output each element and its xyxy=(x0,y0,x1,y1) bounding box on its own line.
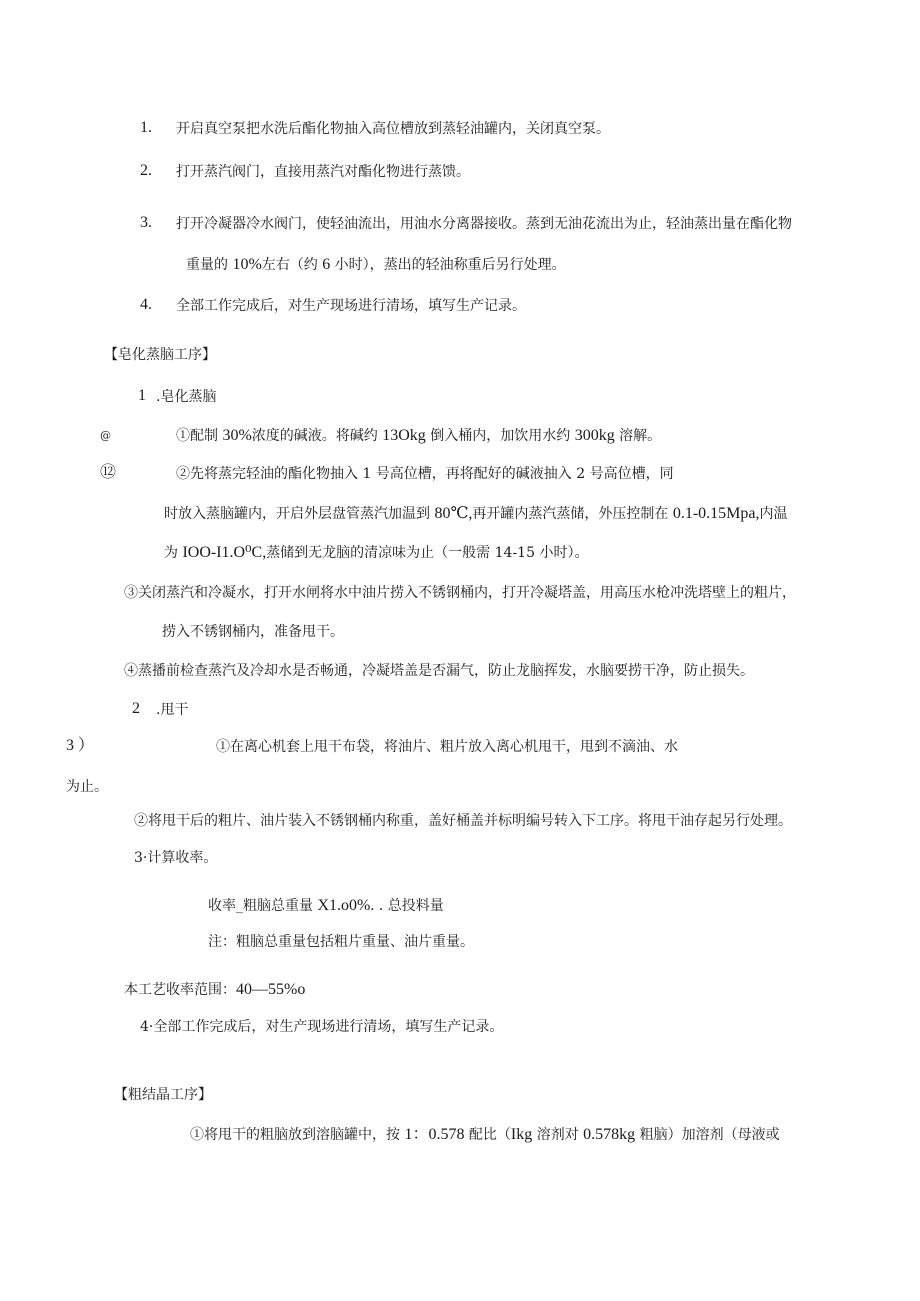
item-1-water-kg: 300kg xyxy=(574,427,615,444)
saponify-item-3-line1: ③关闭蒸汽和冷凝水，打开水闸将水中油片捞入不锈钢桶内，打开冷凝塔盖，用高压水枪冲洗塔壁上的粗片， xyxy=(124,585,796,601)
step-3-continuation xyxy=(186,257,566,273)
cryst-suffix: 粗脑）加溶剂（母液或 xyxy=(635,1127,780,1143)
formula-suffix: . 总投料量 xyxy=(374,898,444,914)
step-3-hours: 6 xyxy=(322,256,331,273)
saponify-item-3-line2: 捞入不锈钢桶内，准备甩干。 xyxy=(162,624,344,640)
spin-item-2: ②将甩干后的粗片、油片装入不锈钢桶内称重，盖好桶盖并标明编号转入下工序。将甩干油存起另行处理。 xyxy=(134,813,792,829)
saponify-item-2-line2 xyxy=(164,506,787,522)
item-2-pressure-prefix: 再开罐内蒸汽蒸储，外压控制在 xyxy=(472,506,673,522)
item-2-heat-prefix: 时放入蒸脑罐内，开启外层盘管蒸汽加温到 xyxy=(164,506,435,522)
item-2-line3-prefix: 为 xyxy=(164,545,183,561)
item-1-suffix: 溶解。 xyxy=(614,428,662,444)
cryst-item-1 xyxy=(190,1127,780,1143)
margin-mark-3: 3 ） xyxy=(66,737,95,754)
spin-item-1-line1: ①在离心机套上甩干布袋，将油片、粗片放入离心机甩干，甩到不滴油、水 xyxy=(216,739,678,755)
step-3-number: 3. xyxy=(140,214,152,231)
yield-formula xyxy=(208,898,444,914)
formula-prefix: 收率_粗脑总重量 xyxy=(208,898,318,914)
saponify-item-2-line3 xyxy=(164,545,588,561)
saponify-sub2-number: 2 xyxy=(132,700,140,717)
item-2-line3-suffix: 蒸储到无龙脑的清凉味为止（一般需 14-15 小时）。 xyxy=(266,545,589,561)
saponify-heading: 【皂化蒸脑工序】 xyxy=(104,347,216,363)
step-1-number: 1. xyxy=(140,119,152,136)
step-3-text: 打开冷凝器冷水阀门，使轻油流出，用油水分离器接收。蒸到无油花流出为止，轻油蒸出量在酯化物 xyxy=(176,216,792,232)
saponify-sub3: 3·计算收率。 xyxy=(134,850,218,866)
item-1-mid1: 浓度的碱液。将碱约 xyxy=(251,428,383,444)
saponify-item-4: ④蒸播前检查蒸汽及冷却水是否畅通，冷凝塔盖是否漏气，防止龙脑挥发，水脑要捞干净，防止损失。 xyxy=(124,663,754,679)
margin-mark-12: ⑫ xyxy=(100,462,117,481)
margin-mark-at: @ xyxy=(100,429,111,442)
range-prefix: 本工艺收率范围： xyxy=(124,982,236,998)
cryst-mid1: 配比（ xyxy=(464,1127,511,1143)
step-4-text: 全部工作完成后，对生产现场进行清场，填写生产记录。 xyxy=(176,298,526,314)
step-4-number: 4. xyxy=(140,296,152,313)
saponify-sub1-label: .皂化蒸脑 xyxy=(156,389,217,405)
cryst-solvent-kg: Ikg xyxy=(510,1126,533,1143)
saponify-item-2-line1: ②先将蒸完轻油的酯化物抽入 1 号高位槽，再将配好的碱液抽入 2 号高位槽，同 xyxy=(176,466,674,482)
formula-multiplier: X1.o0%. xyxy=(317,897,375,914)
step-3-suffix: 小时），蒸出的轻油称重后另行处理。 xyxy=(330,257,566,273)
item-1-prefix: ①配制 xyxy=(176,428,223,444)
item-1-percent: 30% xyxy=(222,427,252,444)
saponify-sub4: 4·全部工作完成后，对生产现场进行清场，填写生产记录。 xyxy=(140,1019,504,1035)
step-3-weight-prefix: 重量的 xyxy=(186,257,233,273)
cryst-ratio: 1：0.578 xyxy=(404,1126,465,1143)
yield-note: 注：粗脑总重量包括粗片重量、油片重量。 xyxy=(208,934,474,950)
cryst-item-1-prefix: ①将甩干的粗脑放到溶脑罐中，按 xyxy=(190,1127,405,1143)
saponify-sub1-number: 1 xyxy=(138,387,146,404)
item-2-pressure: 0.1-0.15Mpa, xyxy=(672,505,760,522)
item-1-mid2: 倒入桶内，加饮用水约 xyxy=(425,428,575,444)
cryst-heading: 【粗结晶工序】 xyxy=(114,1087,212,1103)
range-value: 40—55%o xyxy=(236,981,306,998)
step-2-number: 2. xyxy=(140,162,152,179)
item-2-temperature: 80℃, xyxy=(434,505,473,522)
item-2-inner-temperature: IOO-I1.O⁰C, xyxy=(182,544,267,561)
step-3-percent: 10% xyxy=(232,256,262,273)
step-2-text: 打开蒸汽阀门，直接用蒸汽对酯化物进行蒸馈。 xyxy=(176,164,470,180)
cryst-mid2: 溶剂对 xyxy=(532,1127,584,1143)
spin-item-1-line2: 为止。 xyxy=(66,779,108,795)
item-1-alkali-kg: 13Okg xyxy=(382,427,426,444)
step-3-about: 左右（约 xyxy=(261,257,323,273)
cryst-camphor-kg: 0.578kg xyxy=(583,1126,636,1143)
yield-range xyxy=(124,982,305,998)
saponify-item-1 xyxy=(176,428,661,444)
step-1-text: 开启真空泵把水洗后酯化物抽入高位槽放到蒸轻油罐内，关闭真空泵。 xyxy=(176,121,610,137)
item-2-inner-temp: 内温 xyxy=(759,506,788,522)
saponify-sub2-label: .甩干 xyxy=(156,702,189,718)
